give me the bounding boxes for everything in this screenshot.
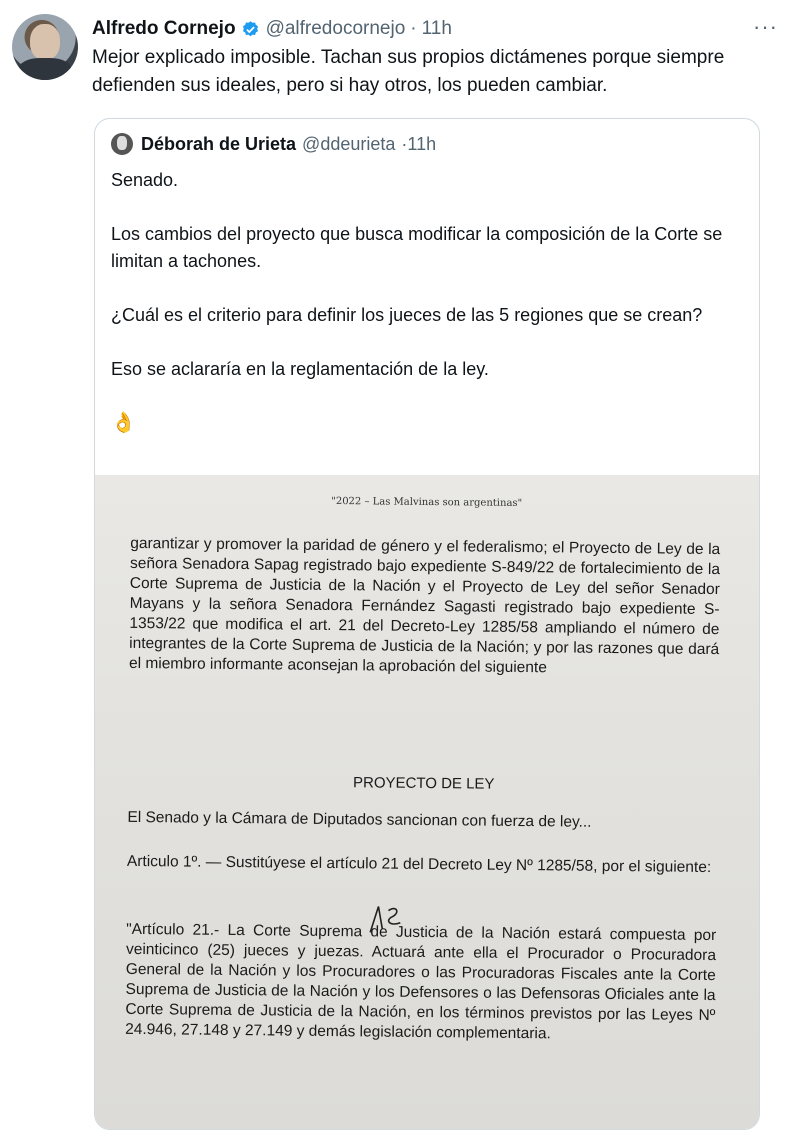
quoted-author-avatar [111, 133, 133, 155]
more-options-icon[interactable]: ··· [753, 14, 778, 39]
document-photo[interactable] [95, 475, 759, 1129]
verified-badge-icon [241, 20, 260, 39]
document-header: "2022 – Las Malvinas son argentinas" [331, 495, 523, 509]
author-name[interactable]: Alfredo Cornejo [92, 18, 236, 39]
quoted-paragraph: ¿Cuál es el criterio para definir los jueces de las 5 regiones que se crean? [111, 305, 703, 325]
document-page [95, 475, 759, 1129]
ok-hand-emoji: 👌 [111, 412, 136, 434]
author-avatar[interactable] [12, 14, 78, 80]
document-title: PROYECTO DE LEY [352, 774, 495, 793]
tweet-time[interactable]: 11h [421, 18, 452, 39]
document-enacting-clause: El Senado y la Cámara de Diputados sancionan con fuerza de ley... [127, 808, 592, 831]
author-handle[interactable]: @alfredocornejo [265, 18, 406, 39]
tweet-text: Mejor explicado imposible. Tachan sus propios dictámenes porque siempre defienden sus ideales, pero si hay otros, los pueden cambiar. [92, 47, 725, 96]
quoted-tweet[interactable] [94, 118, 760, 1130]
document-article-21: "Artículo 21.- La Corte Suprema de Justicia de la Nación estará compuesta por veinticinco (25) jueces y juezas. Actuará ante ella el Procurador o Procuradora General de la Nación y los Procuradores o las Procuradoras Fiscales ante la Corte Suprema de Justicia de la Nación y los Defensores o las Defensoras Oficiales ante la Corte Suprema de Justicia de la Nación, en los términos previstos por las Leyes Nº 24.946, 27.148 y 27.149 y demás legislación complementaria. [125, 920, 717, 1043]
quoted-text [111, 167, 741, 464]
quoted-paragraph: Los cambios del proyecto que busca modificar la composición de la Corte se limitan a tachones. [111, 224, 723, 271]
document-article-1: Articulo 1º. — Sustitúyese el artículo 21 del Decreto Ley Nº 1285/58, por el siguiente: [126, 852, 712, 876]
quoted-author-handle: @ddeurieta [302, 133, 396, 154]
quoted-time: 11h [407, 133, 437, 154]
quoted-paragraph: Senado. [111, 170, 179, 190]
separator-dot: · [410, 18, 417, 39]
avatar-suit [18, 58, 72, 80]
avatar-face [30, 24, 60, 60]
quoted-paragraph: Eso se aclararía en la reglamentación de la ley. [111, 359, 489, 379]
document-paragraph: garantizar y promover la paridad de género y el federalismo; el Proyecto de Ley de la señora Senadora Sapag registrado bajo expediente S-849/22 de fortalecimiento de la Corte Suprema de Justicia de la Nación y el Proyecto de Ley del señor Senador Mayans y la señora Senadora Fernández Sagasti registrado bajo expediente S-1353/22 que modifica el art. 21 del Decreto-Ley 1285/58 ampliando el número de integrantes de la Corte Suprema de Justicia de la Nación; y por las razones que dará el miembro informante aconsejan la aprobación del siguiente [128, 534, 721, 677]
quoted-author-name: Déborah de Urieta [141, 133, 297, 154]
quoted-header [111, 133, 436, 155]
separator-dot: · [401, 133, 408, 154]
tweet-header [92, 14, 770, 44]
